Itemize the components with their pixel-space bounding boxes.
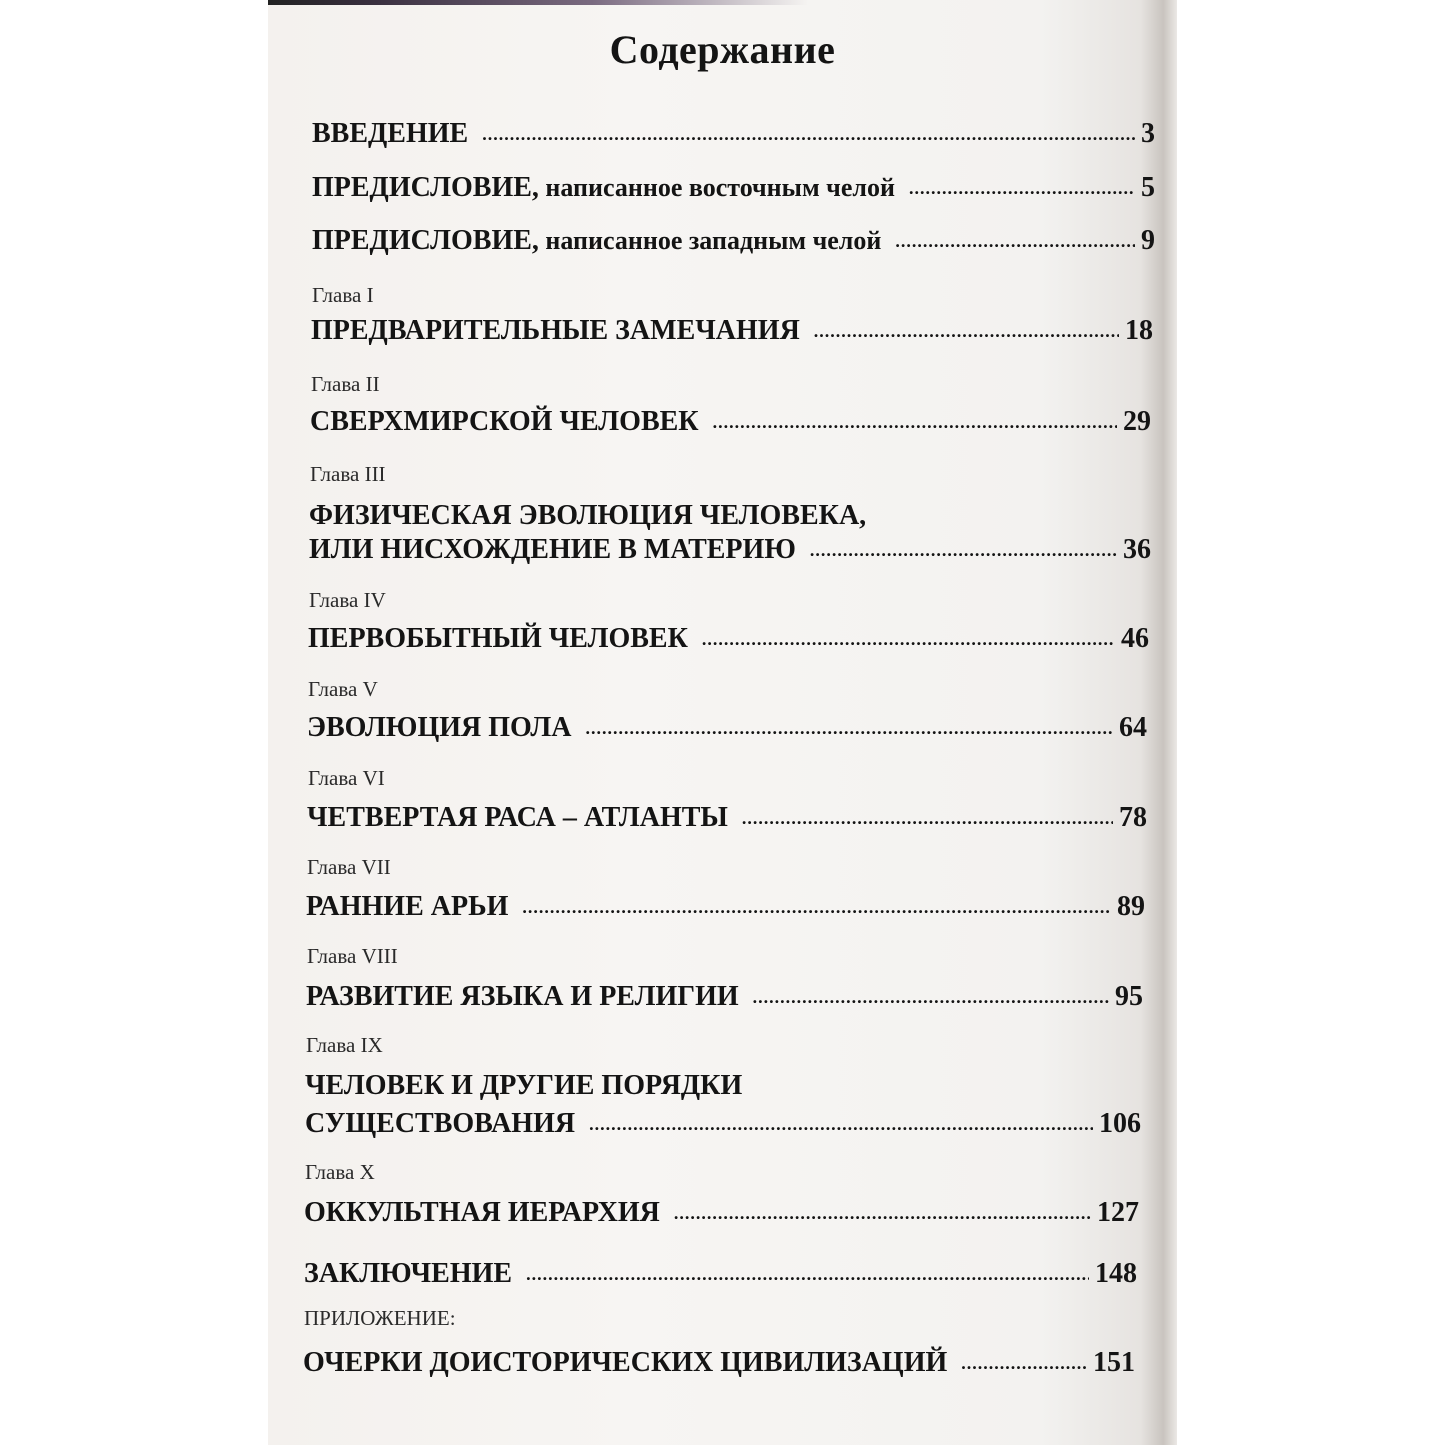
- toc-entry-page: 3: [1141, 118, 1155, 149]
- toc-entry-title: ЧЕТВЕРТАЯ РАСА – АТЛАНТЫ: [307, 802, 728, 833]
- dot-leader: [961, 1353, 1087, 1374]
- toc-entry-title: ПРЕДИСЛОВИЕ,: [312, 225, 539, 256]
- toc-entry-preface-western[interactable]: [312, 225, 1155, 257]
- toc-entry-page: 9: [1141, 225, 1155, 256]
- dot-leader: [522, 897, 1111, 918]
- toc-entry-chapter-1[interactable]: [311, 315, 1153, 347]
- toc-entry-title: ИЛИ НИСХОЖДЕНИЕ В МАТЕРИЮ: [309, 534, 796, 565]
- toc-entry-title: ОЧЕРКИ ДОИСТОРИЧЕСКИХ ЦИВИЛИЗАЦИЙ: [303, 1347, 948, 1378]
- appendix-label: ПРИЛОЖЕНИЕ:: [304, 1306, 456, 1330]
- toc-entry-page: 95: [1115, 981, 1143, 1012]
- dot-leader: [895, 231, 1135, 252]
- dot-leader: [909, 178, 1135, 199]
- chapter-label: Глава V: [308, 677, 378, 701]
- toc-entry-page: 89: [1117, 891, 1145, 922]
- toc-entry-chapter-10[interactable]: [304, 1197, 1139, 1229]
- chapter-label: Глава II: [311, 372, 380, 396]
- toc-entry-page: 36: [1123, 534, 1151, 565]
- toc-entry-title: РАННИЕ АРЬИ: [306, 891, 509, 922]
- toc-entry-page: 78: [1119, 802, 1147, 833]
- chapter-label: Глава VII: [307, 855, 391, 879]
- toc-entry-chapter-7[interactable]: [306, 891, 1145, 923]
- toc-entry-title: ВВЕДЕНИЕ: [312, 118, 469, 149]
- dot-leader: [713, 412, 1117, 433]
- dot-leader: [702, 629, 1115, 650]
- dot-leader: [585, 718, 1113, 739]
- toc-entry-chapter-6[interactable]: [307, 802, 1147, 834]
- toc-entry-title: ПЕРВОБЫТНЫЙ ЧЕЛОВЕК: [308, 623, 688, 654]
- toc-entry-chapter-3[interactable]: [309, 534, 1151, 566]
- chapter-label: Глава X: [305, 1160, 375, 1184]
- toc-entry-title: РАЗВИТИЕ ЯЗЫКА И РЕЛИГИИ: [306, 981, 739, 1012]
- toc-entry-title-wrap: [312, 172, 895, 204]
- toc-entry-appendix[interactable]: [303, 1347, 1135, 1379]
- toc-entry-title: ЗАКЛЮЧЕНИЕ: [304, 1258, 513, 1289]
- toc-entry-chapter-5[interactable]: [307, 712, 1147, 744]
- toc-entry-subtitle: написанное западным челой: [538, 226, 882, 255]
- chapter-label: Глава VI: [308, 766, 385, 790]
- toc-entry-title: ПРЕДВАРИТЕЛЬНЫЕ ЗАМЕЧАНИЯ: [311, 315, 800, 346]
- toc-entry-preface-eastern[interactable]: [312, 172, 1155, 204]
- toc-entry-title-line1: ЧЕЛОВЕК И ДРУГИЕ ПОРЯДКИ: [305, 1070, 743, 1101]
- chapter-label: Глава VIII: [307, 944, 398, 968]
- book-page: [268, 0, 1177, 1445]
- toc-entry-introduction[interactable]: [312, 118, 1155, 150]
- toc-entry-chapter-8[interactable]: [306, 981, 1143, 1013]
- toc-entry-chapter-9[interactable]: [305, 1108, 1141, 1140]
- toc-entry-title: СВЕРХМИРСКОЙ ЧЕЛОВЕК: [310, 406, 699, 437]
- dot-leader: [482, 124, 1135, 145]
- toc-entry-title-wrap: [312, 225, 881, 257]
- toc-entry-title: ОККУЛЬТНАЯ ИЕРАРХИЯ: [304, 1197, 660, 1228]
- toc-entry-page: 18: [1125, 315, 1153, 346]
- chapter-label: Глава IV: [309, 588, 386, 612]
- top-edge-rule: [268, 0, 808, 5]
- toc-entry-page: 46: [1121, 623, 1149, 654]
- chapter-label: Глава III: [310, 462, 386, 486]
- page-title: Содержание: [609, 27, 836, 72]
- toc-entry-chapter-4[interactable]: [308, 623, 1149, 655]
- toc-entry-subtitle: написанное восточным челой: [538, 173, 895, 202]
- toc-entry-page: 5: [1141, 172, 1155, 203]
- toc-entry-page: 29: [1123, 406, 1151, 437]
- dot-leader: [810, 540, 1117, 561]
- toc-entry-title: ПРЕДИСЛОВИЕ,: [312, 172, 539, 203]
- toc-entry-conclusion[interactable]: [304, 1258, 1137, 1290]
- dot-leader: [674, 1203, 1091, 1224]
- toc-entry-page: 127: [1097, 1197, 1139, 1228]
- toc-entry-page: 148: [1095, 1258, 1137, 1289]
- dot-leader: [742, 808, 1113, 829]
- dot-leader: [814, 321, 1119, 342]
- dot-leader: [589, 1114, 1093, 1135]
- toc-entry-page: 106: [1099, 1108, 1141, 1139]
- dot-leader: [526, 1264, 1089, 1285]
- toc-entry-title: СУЩЕСТВОВАНИЯ: [305, 1108, 576, 1139]
- toc-entry-page: 151: [1093, 1347, 1135, 1378]
- chapter-label: Глава I: [312, 283, 374, 307]
- toc-entry-chapter-2[interactable]: [310, 406, 1151, 438]
- toc-entry-page: 64: [1119, 712, 1147, 743]
- dot-leader: [753, 987, 1109, 1008]
- toc-entry-title-line1: ФИЗИЧЕСКАЯ ЭВОЛЮЦИЯ ЧЕЛОВЕКА,: [309, 500, 867, 531]
- toc-entry-title: ЭВОЛЮЦИЯ ПОЛА: [307, 712, 572, 743]
- chapter-label: Глава IX: [306, 1033, 383, 1057]
